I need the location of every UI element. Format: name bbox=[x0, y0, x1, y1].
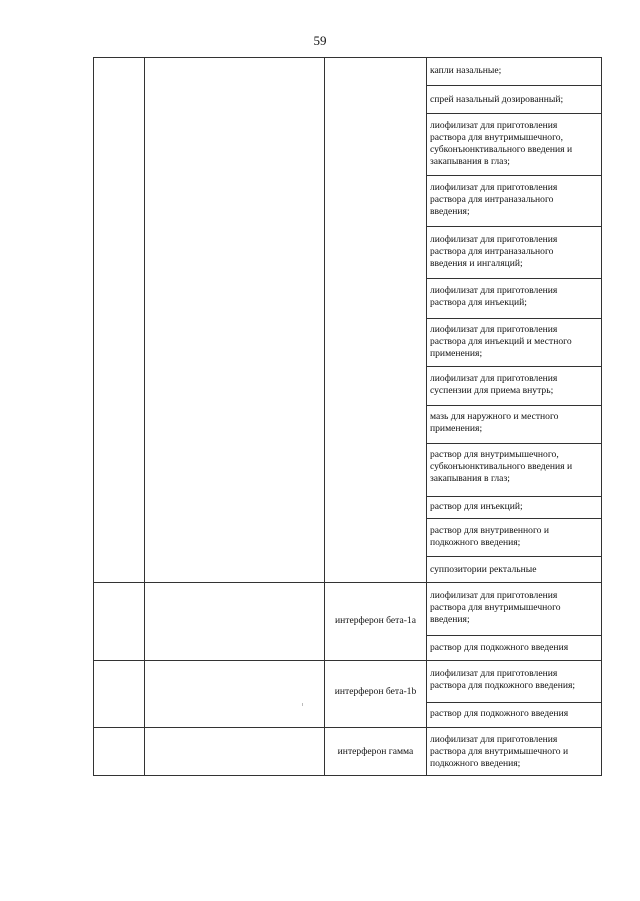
dosage-form-text: суппозитории ректальные bbox=[430, 564, 537, 575]
column-border bbox=[324, 58, 325, 776]
dosage-form-text: раствор для внутривенного и подкожного введения; bbox=[430, 525, 549, 548]
form-border bbox=[426, 443, 602, 444]
dosage-form-text: лиофилизат для приготовления раствора для подкожного введения; bbox=[430, 668, 576, 691]
form-border bbox=[426, 635, 602, 636]
column-border bbox=[426, 58, 427, 776]
form-border bbox=[426, 366, 602, 367]
dosage-form-text: лиофилизат для приготовления раствора для интраназального введения и ингаляций; bbox=[430, 234, 558, 269]
form-border bbox=[426, 702, 602, 703]
drug-name: интерферон бета-1b bbox=[334, 686, 417, 697]
form-border bbox=[426, 496, 602, 497]
form-border bbox=[426, 556, 602, 557]
drug-name: интерферон гамма bbox=[337, 746, 414, 757]
page-number: 59 bbox=[313, 33, 327, 48]
drug-name: интерферон бета-1a bbox=[335, 615, 416, 626]
form-border bbox=[426, 226, 602, 227]
row-border bbox=[94, 727, 602, 728]
dosage-form-text: лиофилизат для приготовления раствора для инъекций; bbox=[430, 285, 558, 308]
form-border bbox=[426, 85, 602, 86]
dosage-form-text: лиофилизат для приготовления раствора для интраназального введения; bbox=[430, 182, 558, 217]
dosage-form-text: лиофилизат для приготовления раствора для внутримышечного и подкожного введения; bbox=[430, 734, 569, 769]
column-border bbox=[601, 58, 602, 776]
form-border bbox=[426, 175, 602, 176]
dosage-form-text: раствор для подкожного введения bbox=[430, 642, 569, 653]
form-border bbox=[426, 113, 602, 114]
drug-table bbox=[93, 57, 602, 776]
form-border bbox=[426, 405, 602, 406]
form-border bbox=[426, 518, 602, 519]
form-border bbox=[426, 278, 602, 279]
row-border bbox=[94, 775, 602, 776]
dosage-form-text: лиофилизат для приготовления раствора для внутримышечного введения; bbox=[430, 590, 561, 625]
scan-mark bbox=[302, 703, 303, 706]
dosage-form-text: раствор для внутримышечного, субконъюнктивального введения и закапывания в глаз; bbox=[430, 449, 573, 484]
dosage-form-text: мазь для наружного и местного применения; bbox=[430, 411, 559, 434]
column-border bbox=[144, 58, 145, 776]
dosage-form-text: спрей назальный дозированный; bbox=[430, 94, 564, 105]
dosage-form-text: лиофилизат для приготовления раствора для внутримышечного, субконъюнктивального введения и закапывания в глаз; bbox=[430, 120, 573, 167]
dosage-form-text: раствор для подкожного введения bbox=[430, 708, 569, 719]
dosage-form-text: лиофилизат для приготовления суспензии для приема внутрь; bbox=[430, 373, 558, 396]
form-border bbox=[426, 318, 602, 319]
row-border bbox=[94, 582, 602, 583]
dosage-form-text: капли назальные; bbox=[430, 65, 502, 76]
dosage-form-text: лиофилизат для приготовления раствора для инъекций и местного применения; bbox=[430, 324, 572, 359]
row-border bbox=[94, 660, 602, 661]
dosage-form-text: раствор для инъекций; bbox=[430, 501, 523, 512]
